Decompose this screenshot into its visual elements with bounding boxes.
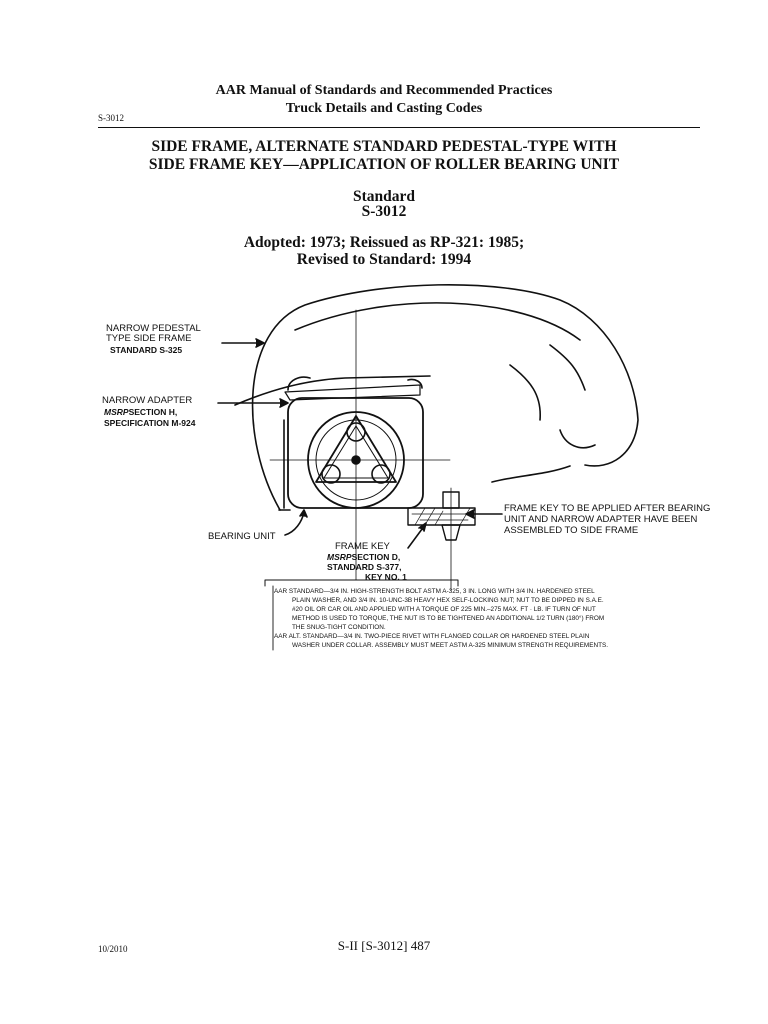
note-line-7: WASHER UNDER COLLAR. ASSEMBLY MUST MEET ASTM A-325 MINIMUM STRENGTH REQUIREMENTS.: [292, 642, 609, 649]
label-frame-key-3: STANDARD S-377,: [327, 562, 402, 572]
standard-label: Standard: [352, 188, 416, 205]
side-frame-top-curve: [295, 303, 580, 340]
label-apply-3: ASSEMBLED TO SIDE FRAME: [504, 525, 639, 536]
manual-title: AAR Manual of Standards and Recommended Practices: [215, 83, 553, 98]
section-title: Truck Details and Casting Codes: [285, 101, 483, 116]
label-narrow-pedestal-1: NARROW PEDESTAL: [106, 323, 201, 334]
label-narrow-adapter-1: NARROW ADAPTER: [102, 395, 193, 406]
footer-page-number: S-II [S-3012] 487: [337, 938, 431, 953]
note-line-2: PLAIN WASHER, AND 3/4 IN. 10-UNC-3B HEAVY HEX SELF-LOCKING NUT; NUT TO BE DIPPED IN S.A.E.: [292, 597, 604, 604]
label-frame-key-1: FRAME KEY: [335, 541, 390, 552]
label-apply-1: FRAME KEY TO BE APPLIED AFTER BEARING: [504, 503, 711, 514]
label-narrow-pedestal-3: STANDARD S-325: [110, 345, 183, 355]
label-narrow-adapter-3: SPECIFICATION M-924: [104, 418, 196, 428]
label-bearing-unit: BEARING UNIT: [208, 531, 276, 542]
adopted-line1: Adopted: 1973; Reissued as RP-321: 1985;: [243, 234, 525, 251]
label-frame-key-2: MSRPSECTION D,: [327, 552, 401, 562]
label-narrow-pedestal-2: TYPE SIDE FRAME: [106, 333, 192, 344]
note-line-6: AAR ALT. STANDARD—3/4 IN. TWO-PIECE RIVET WITH FLANGED COLLAR OR HARDENED STEEL PLAIN: [274, 633, 590, 640]
adopted-line2: Revised to Standard: 1994: [296, 251, 472, 268]
msrp-tag: MSRP: [104, 407, 129, 417]
page-title-line2: SIDE FRAME KEY—APPLICATION OF ROLLER BEARING UNIT: [148, 156, 620, 173]
note-line-5: THE SNUG-TIGHT CONDITION.: [292, 624, 386, 631]
doc-number: S-3012: [98, 113, 125, 123]
footer-date: 10/2010: [98, 944, 128, 954]
note-line-1: AAR STANDARD—3/4 IN. HIGH-STRENGTH BOLT ASTM A-325, 3 IN. LONG WITH 3/4 IN. HARDENED STEEL: [274, 588, 595, 595]
label-frame-key-4: KEY NO. 1: [365, 572, 407, 582]
msrp-tag: MSRP: [327, 552, 352, 562]
label-apply-2: UNIT AND NARROW ADAPTER HAVE BEEN: [504, 514, 698, 525]
note-line-3: #20 OIL OR CAR OIL AND APPLIED WITH A TORQUE OF 225 MIN.–275 MAX. FT · LB. IF TURN OF NUT: [292, 606, 596, 613]
page-title-line1: SIDE FRAME, ALTERNATE STANDARD PEDESTAL-TYPE WITH: [151, 138, 617, 155]
label-narrow-adapter-2: MSRPSECTION H,: [104, 407, 178, 417]
standard-number: S-3012: [361, 203, 407, 220]
note-bracket: [265, 580, 458, 586]
note-line-4: METHOD IS USED TO TORQUE, THE NUT IS TO BE TIGHTENED AN ADDITIONAL 1/2 TURN (180°) FROM: [292, 615, 605, 622]
bearing-assembly-figure: [90, 270, 710, 670]
header-rule: [98, 127, 700, 128]
